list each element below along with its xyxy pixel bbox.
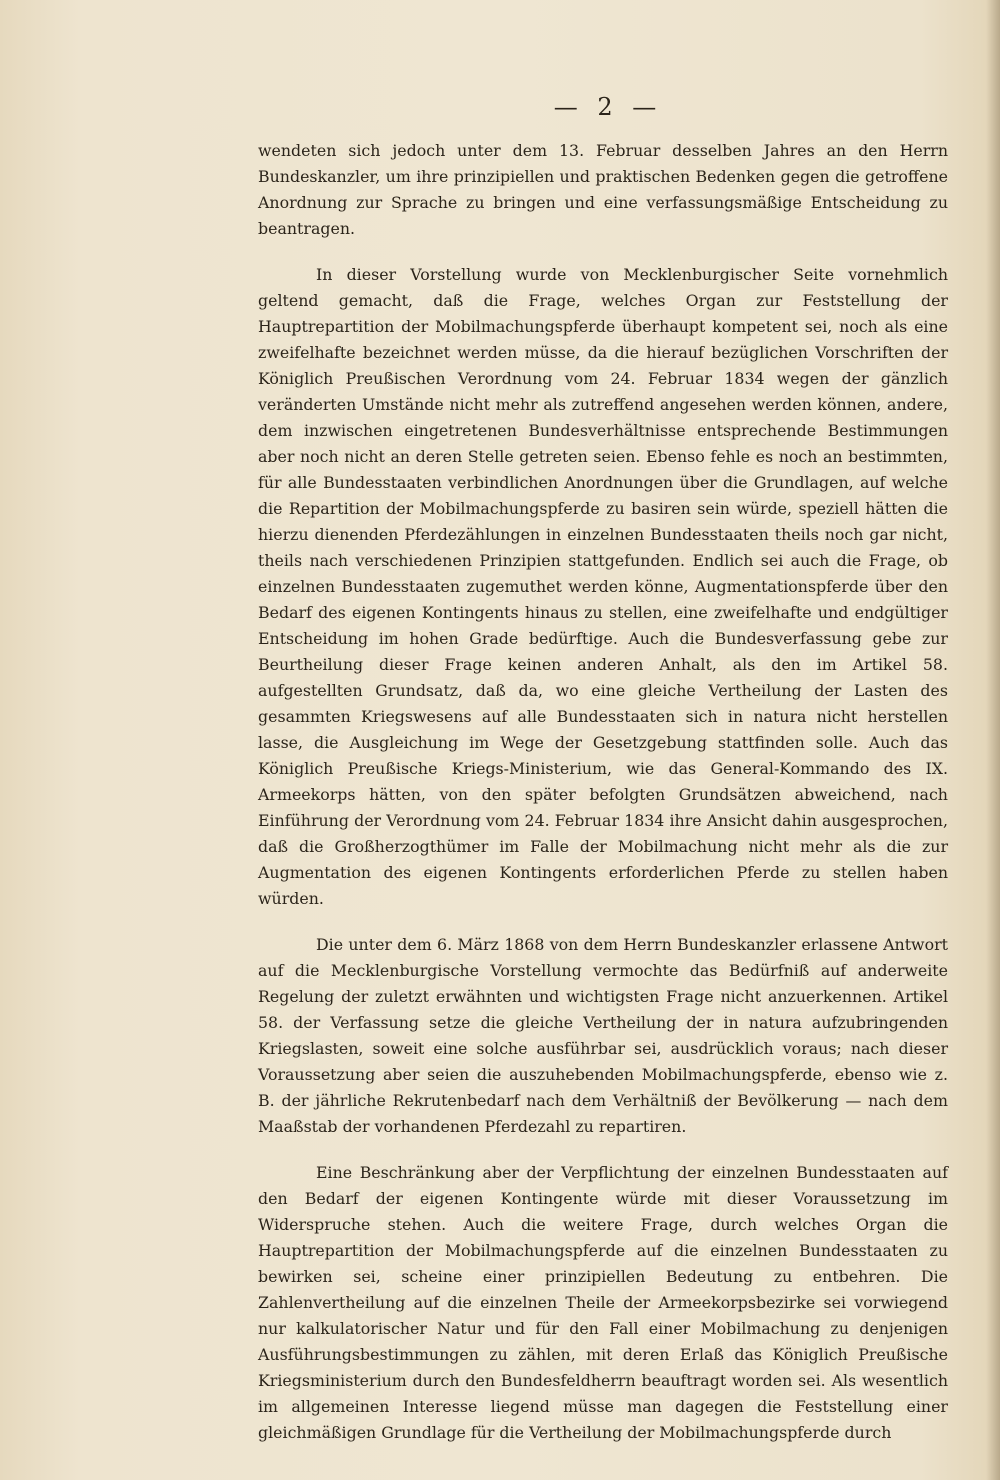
- paragraph-2: In dieser Vorstellung wurde von Mecklenburgischer Seite vornehmlich geltend gemacht, daß die Frage, welches Organ zur Feststellung der Hauptrepartition der Mobilmachungspferde überhaupt kompetent sei, noch als eine zweifelhafte bezeichnet werden müsse, da die hierauf bezüglichen Vorschriften der Königlich Preußischen Verordnung vom 24. Februar 1834 wegen der gänzlich veränderten Umstände nicht mehr als zutreffend angesehen werden können, andere, dem inzwischen eingetretenen Bundesverhältnisse entsprechende Bestimmungen aber noch nicht an deren Stelle getreten seien. Ebenso fehle es noch an bestimmten, für alle Bundesstaaten verbindlichen Anordnungen über die Grundlagen, auf welche die Repartition der Mobilmachungspferde zu basiren sein würde, speziell hätten die hierzu dienenden Pferdezählungen in einzelnen Bundesstaaten theils noch gar nicht, theils nach verschiedenen Prinzipien stattgefunden. Endlich sei auch die Frage, ob einzelnen Bundesstaaten zugemuthet werden könne, Augmentationspferde über den Bedarf des eigenen Kontingents hinaus zu stellen, eine zweifelhafte und endgültiger Entscheidung im hohen Grade bedürftige. Auch die Bundesverfassung gebe zur Beurtheilung dieser Frage keinen anderen Anhalt, als den im Artikel 58. aufgestellten Grundsatz, daß da, wo eine gleiche Vertheilung der Lasten des gesammten Kriegswesens auf alle Bundesstaaten sich in natura nicht herstellen lasse, die Ausgleichung im Wege der Gesetzgebung stattfinden solle. Auch das Königlich Preußische Kriegs-Ministerium, wie das General-Kommando des IX. Armeekorps hätten, von den später befolgten Grundsätzen abweichend, nach Einführung der Verordnung vom 24. Februar 1834 ihre Ansicht dahin ausgesprochen, daß die Großherzogthümer im Falle der Mobilmachung nicht mehr als die zur Augmentation des eigenen Kontingents erforderlichen Pferde zu stellen haben würden.: [258, 265, 948, 908]
- page-number: — 2 —: [553, 93, 663, 121]
- paragraph-1: wendeten sich jedoch unter dem 13. Februar desselben Jahres an den Herrn Bundeskanzler, um ihre prinzipiellen und praktischen Bedenken gegen die getroffene Anordnung zur Sprache zu bringen und eine verfassungsmäßige Entscheidung zu beantragen.: [258, 141, 948, 238]
- page-edge-shadow: [986, 0, 1000, 1480]
- paragraph-4: Eine Beschränkung aber der Verpflichtung der einzelnen Bundesstaaten auf den Bedarf der eigenen Kontingente würde mit dieser Voraussetzung im Widerspruche stehen. Auch die weitere Frage, durch welches Organ die Hauptrepartition der Mobilmachungspferde auf die einzelnen Bundesstaaten zu bewirken sei, scheine einer prinzipiellen Bedeutung zu entbehren. Die Zahlenvertheilung auf die einzelnen Theile der Armeekorpsbezirke sei vorwiegend nur kalkulatorischer Natur und für den Fall einer Mobilmachung zu denjenigen Ausführungsbestimmungen zu zählen, mit deren Erlaß das Königlich Preußische Kriegsministerium durch den Bundesfeldherrn beauftragt worden sei. Als wesentlich im allgemeinen Interesse liegend müsse man dagegen die Feststellung einer gleichmäßigen Grundlage für die Vertheilung der Mobilmachungspferde durch: [258, 1163, 948, 1442]
- text-block: [258, 90, 948, 1466]
- paragraph-3: Die unter dem 6. März 1868 von dem Herrn Bundeskanzler erlassene Antwort auf die Mecklenburgische Vorstellung vermochte das Bedürfniß auf anderweite Regelung der zuletzt erwähnten und wichtigsten Frage nicht anzuerkennen. Artikel 58. der Verfassung setze die gleiche Vertheilung der in natura aufzubringenden Kriegslasten, soweit eine solche ausführbar sei, ausdrücklich voraus; nach dieser Voraussetzung aber seien die auszuhebenden Mobilmachungspferde, ebenso wie z. B. der jährliche Rekrutenbedarf nach dem Verhältniß der Bevölkerung — nach dem Maaßstab der vorhandenen Pferdezahl zu repartiren.: [258, 935, 948, 1136]
